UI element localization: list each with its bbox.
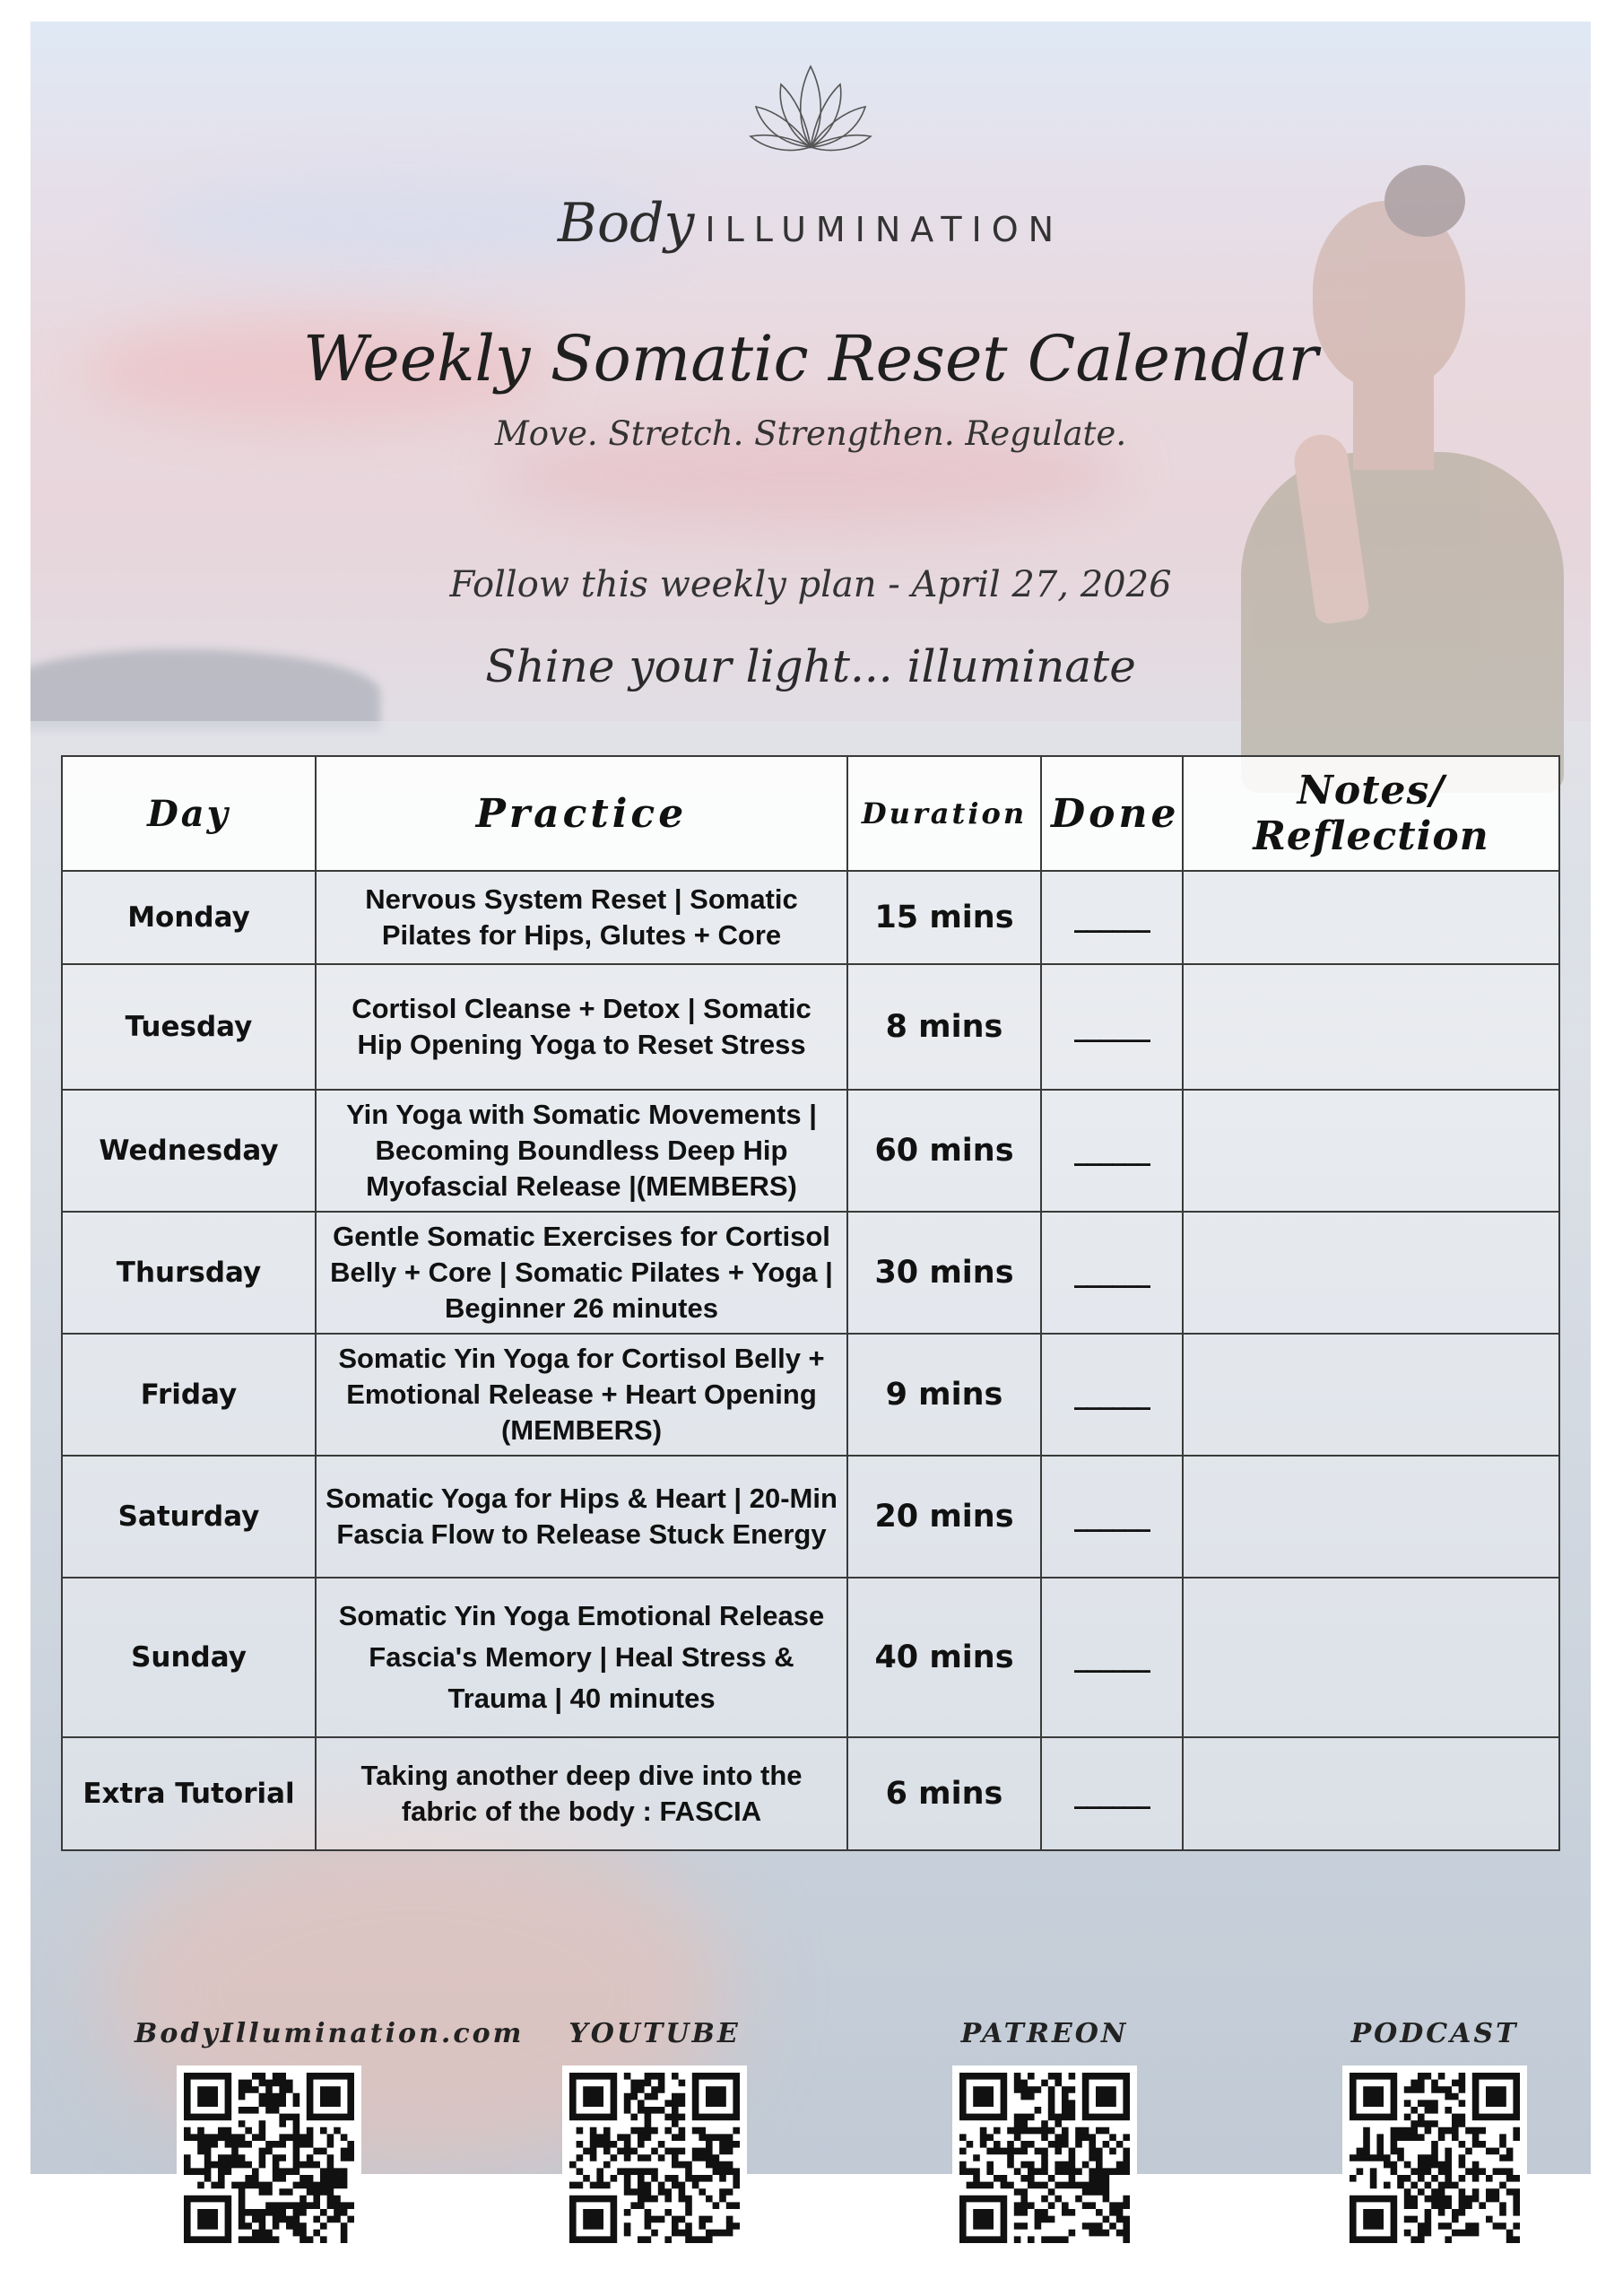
practice-cell: Yin Yoga with Somatic Movements | Becoming Boundless Deep Hip Myofascial Release |(MEMBERS) (316, 1090, 847, 1212)
done-checkbox-line[interactable]: ______ (1041, 1456, 1183, 1578)
table-row (62, 1212, 1559, 1334)
qr-code-icon[interactable] (562, 2066, 747, 2250)
table-row (62, 1456, 1559, 1578)
footer-podcast[interactable] (1300, 2018, 1569, 2250)
qr-code-icon[interactable] (177, 2066, 361, 2250)
notes-cell[interactable] (1183, 1737, 1559, 1850)
day-cell: Sunday (62, 1578, 316, 1737)
footer-website[interactable] (135, 2018, 525, 2250)
weekly-calendar-table (61, 755, 1560, 1851)
duration-cell: 30 mins (847, 1212, 1041, 1334)
notes-cell[interactable] (1183, 1456, 1559, 1578)
done-checkbox-line[interactable]: ______ (1041, 871, 1183, 964)
header-day: Day (62, 756, 316, 871)
duration-cell: 60 mins (847, 1090, 1041, 1212)
notes-cell[interactable] (1183, 1212, 1559, 1334)
duration-cell: 9 mins (847, 1334, 1041, 1456)
brand-wordmark (30, 192, 1591, 255)
page-title: Weekly Somatic Reset Calendar (303, 322, 1318, 396)
duration-cell: 15 mins (847, 871, 1041, 964)
table-row (62, 1090, 1559, 1212)
qr-code-icon[interactable] (952, 2066, 1137, 2250)
day-cell: Thursday (62, 1212, 316, 1334)
duration-cell: 20 mins (847, 1456, 1041, 1578)
qr-code-icon[interactable] (1342, 2066, 1527, 2250)
table-row (62, 1737, 1559, 1850)
follow-date-line: Follow this weekly plan - April 27, 2026 (449, 564, 1172, 605)
day-cell: Tuesday (62, 964, 316, 1090)
page-subtitle: Move. Stretch. Strengthen. Regulate. (494, 414, 1127, 453)
footer-patreon[interactable] (910, 2018, 1179, 2250)
header-duration: Duration (847, 756, 1041, 871)
notes-cell[interactable] (1183, 1090, 1559, 1212)
footer-label: PATREON (960, 2018, 1129, 2049)
day-cell: Friday (62, 1334, 316, 1456)
done-checkbox-line[interactable]: ______ (1041, 964, 1183, 1090)
done-checkbox-line[interactable]: ______ (1041, 1334, 1183, 1456)
table-row (62, 964, 1559, 1090)
done-checkbox-line[interactable]: ______ (1041, 1578, 1183, 1737)
footer-label: PODCAST (1350, 2018, 1519, 2049)
practice-cell: Nervous System Reset | Somatic Pilates for Hips, Glutes + Core (316, 871, 847, 964)
footer-label: YOUTUBE (568, 2018, 741, 2049)
practice-cell: Gentle Somatic Exercises for Cortisol Belly + Core | Somatic Pilates + Yoga | Beginner 26 minutes (316, 1212, 847, 1334)
practice-cell: Somatic Yoga for Hips & Heart | 20-Min Fascia Flow to Release Stuck Energy (316, 1456, 847, 1578)
table-row (62, 1578, 1559, 1737)
header-practice: Practice (316, 756, 847, 871)
notes-cell[interactable] (1183, 871, 1559, 964)
brand-script: Body (557, 192, 695, 255)
practice-cell: Somatic Yin Yoga Emotional Release Fascia's Memory | Heal Stress & Trauma | 40 minutes (316, 1578, 847, 1737)
practice-cell: Somatic Yin Yoga for Cortisol Belly + Emotional Release + Heart Opening (MEMBERS) (316, 1334, 847, 1456)
footer-label: BodyIllumination.com (135, 2018, 525, 2049)
duration-cell: 8 mins (847, 964, 1041, 1090)
table-row (62, 871, 1559, 964)
lotus-logo-icon (743, 57, 878, 165)
day-cell: Monday (62, 871, 316, 964)
table-header-row (62, 756, 1559, 871)
notes-cell[interactable] (1183, 1334, 1559, 1456)
footer-youtube[interactable] (520, 2018, 789, 2250)
tagline: Shine your light... illuminate (485, 640, 1136, 692)
notes-cell[interactable] (1183, 1578, 1559, 1737)
duration-cell: 6 mins (847, 1737, 1041, 1850)
table-row (62, 1334, 1559, 1456)
poster-background (30, 22, 1591, 2174)
practice-cell: Cortisol Cleanse + Detox | Somatic Hip Opening Yoga to Reset Stress (316, 964, 847, 1090)
done-checkbox-line[interactable]: ______ (1041, 1737, 1183, 1850)
day-cell: Extra Tutorial (62, 1737, 316, 1850)
brand-caps: ILLUMINATION (705, 210, 1064, 249)
duration-cell: 40 mins (847, 1578, 1041, 1737)
notes-cell[interactable] (1183, 964, 1559, 1090)
header-notes: Notes/ Reflection (1183, 756, 1559, 871)
done-checkbox-line[interactable]: ______ (1041, 1090, 1183, 1212)
day-cell: Wednesday (62, 1090, 316, 1212)
practice-cell: Taking another deep dive into the fabric of the body : FASCIA (316, 1737, 847, 1850)
header-done: Done (1041, 756, 1183, 871)
done-checkbox-line[interactable]: ______ (1041, 1212, 1183, 1334)
day-cell: Saturday (62, 1456, 316, 1578)
